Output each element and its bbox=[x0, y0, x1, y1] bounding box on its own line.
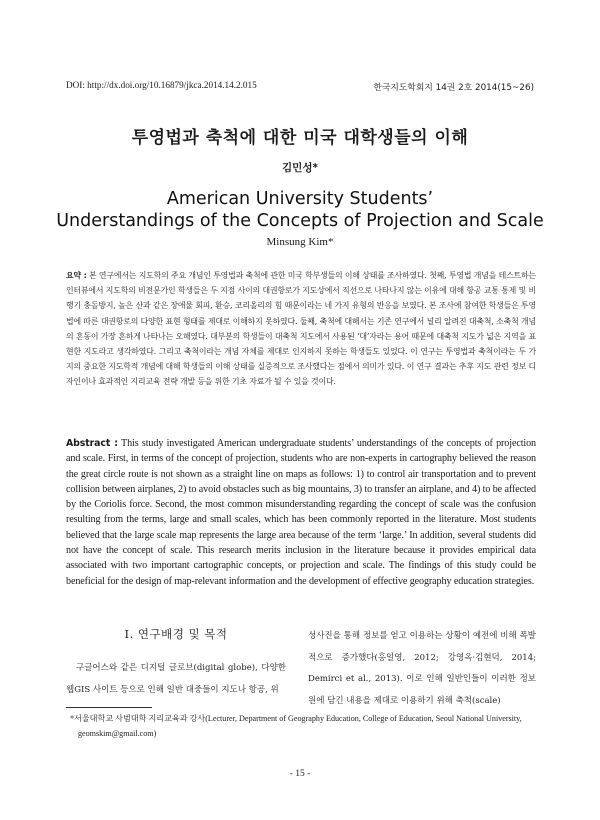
journal-citation: 한국지도학회지 14권 2호 2014(15~26) bbox=[373, 83, 534, 93]
korean-author: 김민성* bbox=[282, 162, 318, 174]
doi-link[interactable]: DOI: http://dx.doi.org/10.16879/jkca.2014.14.2.015 bbox=[66, 80, 257, 90]
body-column-left bbox=[66, 626, 286, 701]
page-number: - 15 - bbox=[289, 769, 311, 779]
body-paragraph-left: 구글어스와 같은 디지털 글로브(digital globe), 다양한 웹GIS 사이트 등으로 인해 일반 대중들이 지도나 항공, 위 bbox=[66, 663, 286, 695]
author-footnote bbox=[66, 712, 536, 741]
running-header bbox=[66, 80, 534, 94]
english-abstract-text: This study investigated American undergraduate students’ understandings of the concepts of projection and scale. First, in terms of the concept of projection, students who are non-experts in cartography believed the reason the great circle route is not shown as a straight line on maps as follows: 1) to control air transportation and to prevent collision between airplanes, 2) to avoid obstacles such as big mountains, 3) to transfer an airplane, and 4) to be affected by the Coriolis force. Second, the most common misunderstanding regarding the concept of scale was the confusion resulting from the terms, large and small scales, which has been commonly reported in the literature. Most students believed that the large scale map represents the large area because of the term ‘large.’ In addition, several students did not have the concept of scale. This research merits inclusion in the literature because it provides empirical data associated with two important cartographic concepts, or projection and scale. The findings of this study could be beneficial for the design of map-relevant information and the development of effective geography education strategies. bbox=[66, 438, 537, 587]
english-abstract bbox=[66, 436, 536, 589]
body-column-right bbox=[308, 626, 536, 713]
korean-title: 투영법과 축척에 대한 미국 대학생들의 이해 bbox=[131, 128, 469, 148]
footnote-line-2[interactable]: geomskim@gmail.com) bbox=[78, 728, 157, 738]
english-title bbox=[0, 188, 600, 232]
footnote-divider bbox=[66, 707, 152, 708]
english-title-line-2: Understandings of the Concepts of Projection and Scale bbox=[56, 211, 544, 231]
english-title-line-1: American University Students’ bbox=[166, 189, 434, 209]
english-author: Minsung Kim* bbox=[266, 236, 334, 248]
english-abstract-label: Abstract : bbox=[66, 438, 118, 449]
korean-abstract-label: 요약 : bbox=[66, 271, 87, 280]
korean-abstract bbox=[66, 268, 536, 390]
body-paragraph-right: 성사진을 통해 정보를 얻고 이용하는 상황이 예전에 비해 폭발적으로 증가했다(홍일영, 2012; 강영옥·김현덕, 2014; Demirci et al., 2013). 이로 인해 일반인들이 이러한 정보원에 담긴 내용을 제대로 이용하기 위해 축척(scale) bbox=[308, 631, 536, 707]
section-heading: I. 연구배경 및 목적 bbox=[124, 627, 228, 641]
korean-abstract-text: 본 연구에서는 지도학의 주요 개념인 투영법과 축척에 관한 미국 학부생들의 이해 상태를 조사하였다. 첫째, 투영법 개념을 테스트하는 인터뷰에서 지도학의 비전문가인 학생들은 두 지점 사이의 대권항로가 지도상에서 직선으로 나타나지 않는 이유에 대해 항공 교통 통제 및 비행기 충돌방지, 높은 산과 같은 장애물 회피, 환승, 코리올리의 힘 때문이라는 네 가지 유형의 반응을 보였다. 본 조사에 참여한 학생들은 투영법에 따른 대권항로의 다양한 표현 형태를 제대로 이해하지 못하였다. 둘째, 축척에 대해서는 기존 연구에서 널리 알려진 대축척, 소축척 개념의 혼동이 가장 흔하게 나타나는 오해였다. 대부분의 학생들이 대축척 지도에서 사용된 ‘대’자라는 용어 때문에 대축척 지도가 넓은 지역을 표현한 지도라고 생각하였다. 그리고 축척이라는 개념 자체를 제대로 인지하지 못하는 학생들도 있었다. 이 연구는 투영법과 축척이라는 두 가지의 중요한 지도학적 개념에 대해 학생들의 이해 상태를 실증적으로 조사했다는 점에서 의미가 있다. 이 연구 결과는 추후 지도 관련 정보 디자인이나 효과적인 지리교육 전략 개발 등을 위한 기초 자료가 될 수 있을 것이다. bbox=[66, 271, 536, 387]
footnote-line-1: *서울대학교 사범대학 지리교육과 강사(Lecturer, Department of Geography Education, College of Education, Seoul National University, bbox=[70, 714, 522, 723]
